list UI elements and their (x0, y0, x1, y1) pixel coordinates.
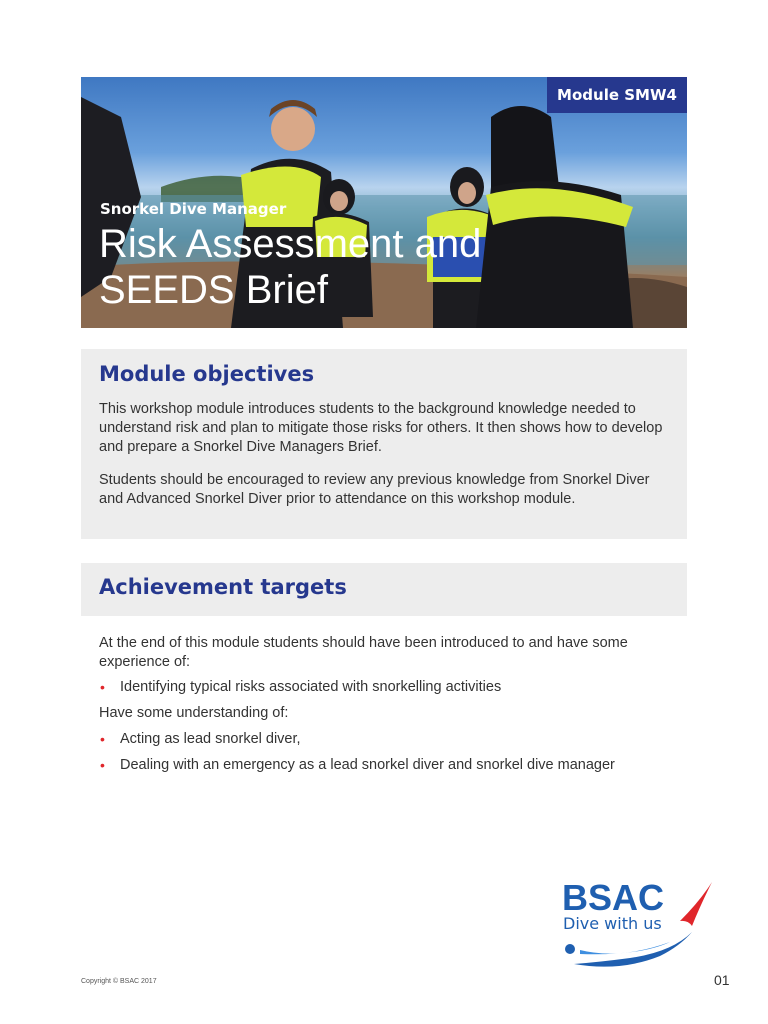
copyright-text: Copyright © BSAC 2017 (81, 978, 157, 985)
targets-body (99, 634, 679, 782)
targets-subheading: Have some understanding of: (99, 705, 289, 721)
list-item (99, 678, 679, 697)
targets-intro: At the end of this module students should have been introduced to and have some experience of: (99, 635, 628, 670)
bullet-icon: • (100, 679, 105, 695)
bullet-icon: • (100, 757, 105, 773)
achievement-targets-panel (81, 563, 687, 616)
bullet-icon: • (100, 731, 105, 747)
hero-banner (81, 77, 687, 328)
page-number: 01 (714, 972, 730, 988)
logo-brand: BSAC (562, 877, 665, 918)
objectives-heading: Module objectives (99, 362, 315, 386)
page-title: Risk Assessment and SEEDS Brief (99, 222, 482, 312)
list-item (99, 730, 679, 749)
list-item (99, 756, 679, 775)
hero-kicker: Snorkel Dive Manager (100, 200, 287, 218)
objectives-paragraph: Students should be encouraged to review any previous knowledge from Snorkel Diver and Advanced Snorkel Diver prior to attendance on this workshop module. (99, 472, 650, 507)
list-item-text: Acting as lead snorkel diver, (120, 731, 301, 747)
list-item-text: Dealing with an emergency as a lead snorkel diver and snorkel dive manager (120, 757, 615, 773)
bsac-logo (560, 876, 720, 971)
list-item-text: Identifying typical risks associated with snorkelling activities (120, 679, 502, 695)
module-objectives-panel (81, 349, 687, 539)
objectives-paragraph: This workshop module introduces students to the background knowledge needed to understand risk and plan to mitigate those risks for others. It then shows how to develop and prepare a Snorkel Dive Managers Brief. (99, 401, 663, 455)
targets-heading: Achievement targets (99, 575, 347, 599)
logo-tagline: Dive with us (563, 914, 662, 933)
module-badge: Module SMW4 (547, 77, 687, 113)
